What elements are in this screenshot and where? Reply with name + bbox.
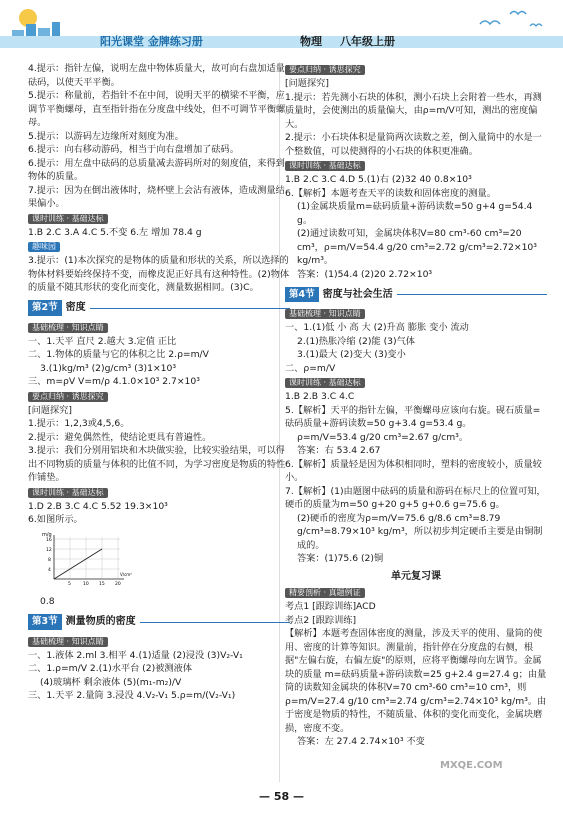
ytick: 16 <box>46 537 52 543</box>
answer-line: 0.8 <box>40 596 55 607</box>
section-name: 测量物质的密度 <box>65 616 136 628</box>
xtick: 15 <box>99 581 105 587</box>
page-number: — 58 — <box>259 790 304 803</box>
ytick: 4 <box>48 567 51 573</box>
ytick: 8 <box>48 557 51 563</box>
answer-line: ρ=m/V=53.4 g/20 cm³=2.67 g/cm³。 <box>297 431 469 443</box>
answer-line: 5.提示：以游码左边缘所对刻度为准。 <box>28 130 184 142</box>
answer-line: 三、m=ρV V=m/ρ 4.1.0×10³ 2.7×10³ <box>28 376 200 387</box>
answer-line: (2)硬币的密度为ρ=m/V=75.6 g/8.6 cm³=8.79 g/cm³=8.79×10³ kg/m³，所以初步判定硬币主要是由铜制成的。 <box>297 512 543 551</box>
section-tag: 基础梳理 · 知识点睛 <box>28 323 108 333</box>
answer-line: 三、1.天平 2.量筒 3.浸没 4.V₂-V₁ 5.ρ=m/(V₂-V₁) <box>28 690 236 701</box>
section-name: 密度 <box>65 302 86 314</box>
graph-xlabel: V/cm³ <box>120 571 132 577</box>
answer-line: 1.D 2.B 3.C 4.C 5.52 19.3×10³ <box>28 500 168 512</box>
section-tag: 课时训练 · 基础达标 <box>285 378 365 388</box>
answer-line: 6.【解析】质量轻是因为体积相同时，塑料的密度较小，质量较小。 <box>285 458 542 483</box>
answer-line: 1.B 2.C 3.A 4.C 5.不变 6.左 增加 78.4 g <box>28 226 202 238</box>
right-column <box>285 62 547 749</box>
section-number: 第3节 <box>28 614 62 630</box>
xtick: 20 <box>115 581 121 587</box>
review-title: 单元复习课 <box>391 570 441 582</box>
ytick: 12 <box>46 547 52 553</box>
section-heading <box>28 301 290 316</box>
answer-line: 7.【解析】(1)由题图中砝码的质量和游码在标尺上的位置可知，硬币的质量为m=50 g+20 g+5 g+0.6 g=75.6 g。 <box>285 485 546 510</box>
answer-line: 一、1.天平 直尺 2.越大 3.定值 正比 <box>28 335 177 347</box>
answer-line: 6.【解析】本题考查天平的读数和固体密度的测量。 <box>285 187 496 199</box>
section-tag: 课时训练 · 基础达标 <box>28 214 108 224</box>
answer-line: (1)金属块质量m=砝码质量+游码读数=50 g+4 g=54.4 g。 <box>297 201 533 226</box>
section-tag: 精要剖析 · 真题例证 <box>285 588 365 598</box>
graph-line <box>54 549 102 579</box>
answer-line: 答案：左 27.4 2.74×10³ 不变 <box>297 736 425 747</box>
page-header <box>0 0 563 62</box>
answer-line: 考点2 [跟踪训练] <box>285 614 357 626</box>
answer-line: 二、ρ=m/V <box>285 362 336 374</box>
xtick: 5 <box>68 581 71 587</box>
answer-line: 7.提示：因为在倒出液体时，烧杯壁上会沾有液体，造成测量结果偏小。 <box>28 184 285 209</box>
answer-line: 1.提示：1,2,3或4,5,6。 <box>28 418 130 429</box>
answer-line: 4.提示：指针左偏，说明左盘中物体质量大，故可向右盘加适量砝码，以使天平平衡。 <box>28 63 285 88</box>
answer-line: 3.(1)最大 (2)变大 (3)变小 <box>297 349 406 360</box>
birds-icon <box>470 4 550 34</box>
answer-line: 5.【解析】天平的指针左偏，平衡螺母应该向右旋。砚石质量=砝码质量+游码读数=50 g+3.4 g=53.4 g。 <box>285 404 541 429</box>
section-number: 第4节 <box>285 287 319 303</box>
answer-line: 2.(1)热胀冷缩 (2)能 (3)气体 <box>297 335 415 347</box>
section-rule <box>90 308 290 309</box>
section-tag: 课时训练 · 基础达标 <box>28 488 108 498</box>
mass-volume-graph <box>40 529 130 589</box>
answer-line: (4)玻璃杯 剩余液体 (5)(m₁-m₂)/V <box>40 676 182 688</box>
section-heading <box>28 615 290 630</box>
section-tag: 要点归纳 · 诱思探究 <box>285 65 365 75</box>
question-title: [问题探究] <box>28 404 72 416</box>
section-number: 第2节 <box>28 300 62 316</box>
answer-line: 2.提示：小石块体积是量筒两次读数之差，倒入量筒中的水是一个整数值，可以使测得的小石块的体积更准确。 <box>285 132 542 157</box>
section-tag: 课时训练 · 基础达标 <box>285 161 365 171</box>
section-name: 密度与社会生活 <box>322 288 393 300</box>
answer-line: 答案：右 53.4 2.67 <box>297 445 381 456</box>
graph-ylabel: m/g <box>42 531 52 538</box>
section-tag: 基础梳理 · 知识点睛 <box>28 637 108 647</box>
answer-line: 2.提示：避免偶然性，使结论更具有普遍性。 <box>28 431 212 443</box>
answer-line: 一、1.(1)低 小 高 大 (2)升高 膨胀 变小 流动 <box>285 322 469 333</box>
answer-line: 一、1.液体 2.ml 3.相平 4.(1)适量 (2)浸没 (3)V₂-V₁ <box>28 649 243 661</box>
xtick: 10 <box>83 581 89 587</box>
answer-line: 6.如图所示。 <box>28 514 83 525</box>
subject-label: 物理 <box>300 35 322 48</box>
answer-line: 答案：(1)75.6 (2)铜 <box>297 553 384 564</box>
question-title: [问题探究] <box>285 78 329 89</box>
answer-line: (2)通过读数可知，金属块体积V=80 cm³-60 cm³=20 cm³，ρ=m/V=54.4 g/20 cm³=2.72 g/cm³=2.72×10³ kg/m³。 <box>297 228 537 266</box>
answer-line: 二、1.ρ=m/V 2.(1)水平台 (2)被测液体 <box>28 663 192 674</box>
answer-line: 答案：(1)54.4 (2)20 2.72×10³ <box>297 268 433 280</box>
answer-line: 3.(1)kg/m³ (2)g/cm³ (3)1×10³ <box>40 362 177 374</box>
answer-line: 5.提示：称量前，若指针不在中间，说明天平的横梁不平衡，应调节平衡螺母，直至指针指在分度盘中线处，但不可调节平衡螺母。 <box>28 90 286 128</box>
answer-line: 6.提示：向右移动游码，相当于向右盘增加了砝码。 <box>28 144 239 155</box>
answer-line: 1.提示：若先测小石块的体积，测小石块上会附着一些水，再测质量时，会使测出的质量偏大，由ρ=m/V可知，测出的密度偏大。 <box>285 91 542 130</box>
left-column <box>28 62 290 703</box>
section-tag: 趣味园 <box>28 242 60 252</box>
section-tag: 基础梳理 · 知识点睛 <box>285 309 365 319</box>
answer-line: 3.提示：我们分别用铝块和木块做实验，比较实验结果，可以得出不同物质的质量与体积的比值不同，为学习密度是物质的特性作铺垫。 <box>28 445 286 483</box>
book-title: 阳光课堂 金牌练习册 <box>100 35 203 48</box>
section-tag: 要点归纳 · 诱思探究 <box>28 392 108 402</box>
answer-line: 6.提示：用左盘中砝码的总质量减去游码所对的刻度值，来得到物体的质量。 <box>28 157 285 182</box>
grade-label: 八年级上册 <box>340 35 395 48</box>
watermark: MXQE.COM <box>440 760 503 771</box>
section-rule <box>140 622 290 623</box>
section-heading <box>285 287 547 302</box>
answer-line: 1.B 2.B 3.C 4.C <box>285 391 355 402</box>
section-rule <box>397 294 547 295</box>
answer-line: 1.B 2.C 3.C 4.D 5.(1)右 (2)32 40 0.8×10³ <box>285 174 472 185</box>
answer-line: 【解析】本题考查固体密度的测量，涉及天平的使用、量筒的使用、密度的计算等知识。测量前，指针停在分度盘的右侧，根据"左偏右旋，右偏左旋"的原则，应将平衡螺母向左调节。金属块的质量 m=砝码质量+游码读数=25 g+2.4 g=27.4 g；由量筒的读数知金属块的体积V=70 cm³-60 cm³=10 cm³，则ρ=m/V=27.4 g/10 cm³=2.74 g/cm³=2.74×10³ kg/m³。由于密度是物质的特性，不随质量、体积的变化而变化，金属块磨损，密度不变。 <box>285 628 547 734</box>
header-band <box>0 36 563 48</box>
answer-line: 3.提示：(1)本次探究的是物体的质量和形状的关系，所以选择的物体材料要始终保持不变，而橡皮泥正好具有这种特性。(2)物体的质量不随其形状的变化而变化，测量数据相同。(3)C。 <box>28 255 290 293</box>
answer-line: 二、1.物体的质量与它的体积之比 2.ρ=m/V <box>28 349 209 360</box>
answer-line: 考点1 [跟踪训练]ACD <box>285 601 376 612</box>
